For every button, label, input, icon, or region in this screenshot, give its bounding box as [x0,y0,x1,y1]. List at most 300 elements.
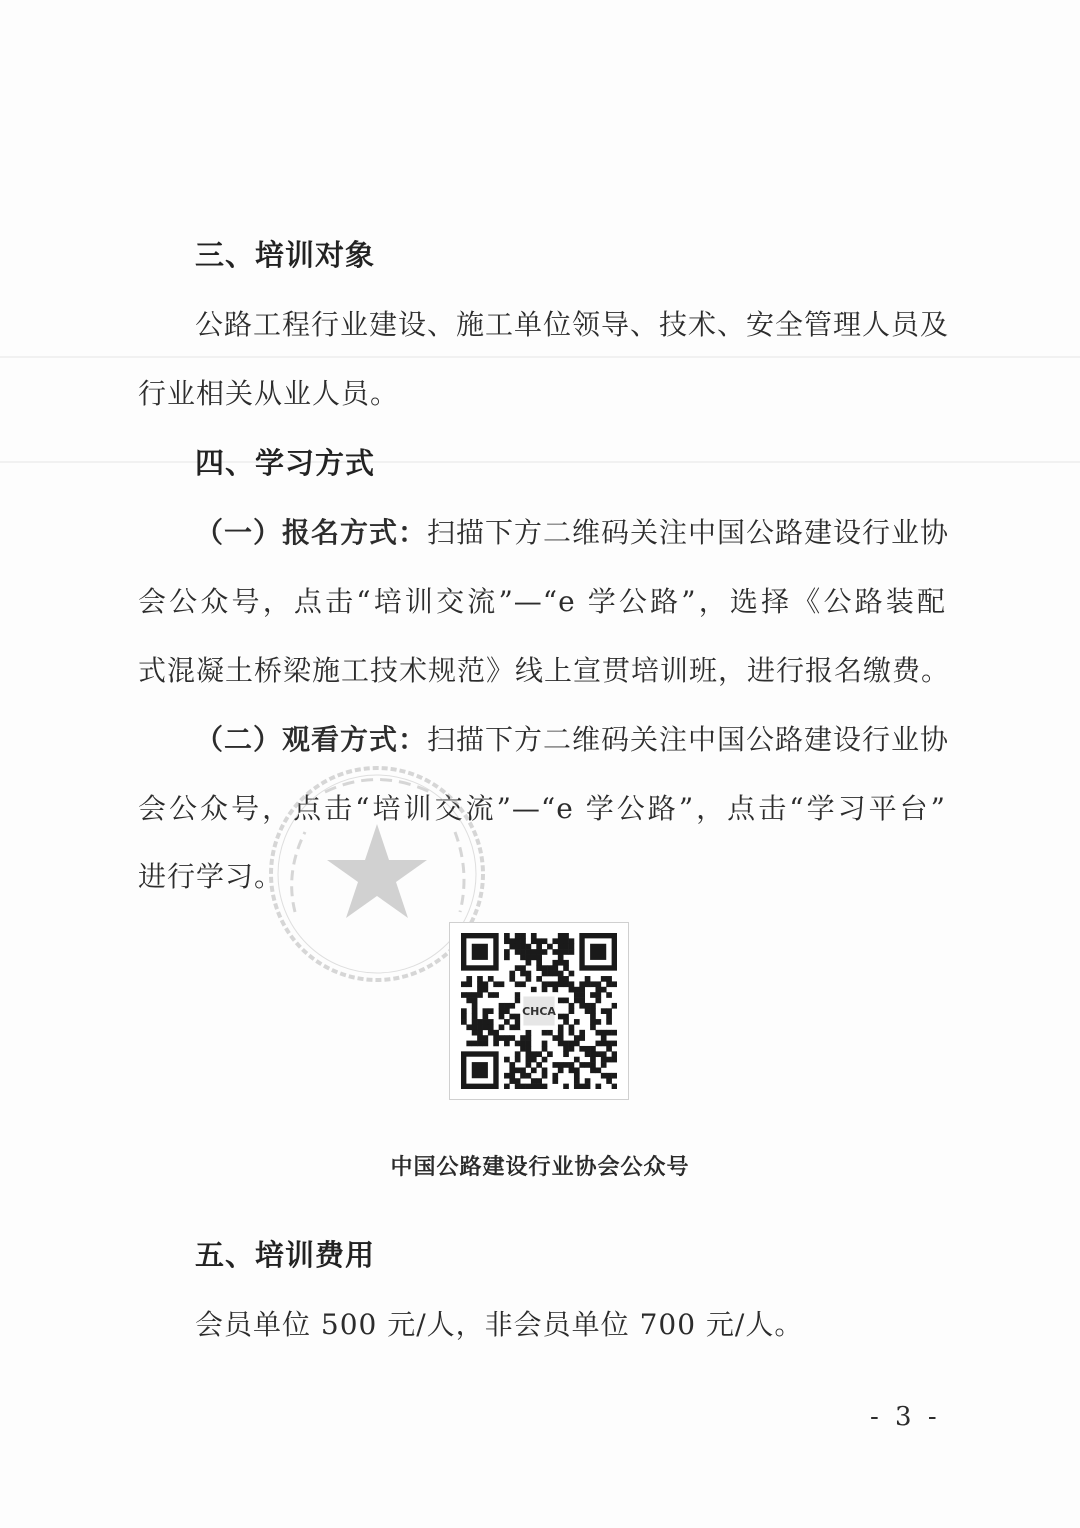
qr-module [558,933,564,939]
qr-module [558,981,564,987]
qr-module [520,1084,526,1089]
qr-module [563,998,569,1004]
qr-module [569,1046,575,1052]
qr-module [585,981,591,987]
qr-module [558,949,564,955]
qr-module [542,1046,548,1052]
qr-module [520,971,526,977]
section-3-line-1: 公路工程行业建设、施工单位领导、技术、安全管理人员及 [195,308,950,341]
qr-module [579,998,585,1004]
qr-module [601,976,607,982]
qr-module [547,944,553,950]
qr-module [585,1008,591,1014]
qr-module [595,992,601,998]
qr-module [531,1067,537,1073]
qr-module [569,1067,575,1073]
qr-module [493,981,499,987]
qr-module [472,1030,478,1036]
qr-module [606,1014,612,1020]
qr-module [542,981,548,987]
qr-module [477,992,483,998]
page-number: - 3 - [870,1402,941,1432]
watch-line-1 [195,718,949,758]
qr-module [477,1041,483,1047]
qr-module [526,1046,532,1052]
qr-module [547,965,553,971]
registration-text-1: 扫描下方二维码关注中国公路建设行业协 [427,516,950,549]
qr-module [563,1019,569,1025]
qr-module [520,933,526,939]
qr-module [601,1041,607,1047]
qr-module [585,1062,591,1068]
qr-code-frame [449,922,629,1100]
qr-module [579,1084,585,1089]
qr-module [483,1024,489,1030]
qr-module [515,1051,521,1057]
qr-module [536,976,542,982]
qr-module [499,981,505,987]
qr-module [536,1051,542,1057]
qr-module [574,987,580,993]
qr-module [552,1078,558,1084]
qr-module [542,1041,548,1047]
qr-module [531,1084,537,1089]
qr-module [499,1008,505,1014]
watch-line-3: 进行学习。 [138,860,284,893]
qr-module [579,1030,585,1036]
qr-module [590,1057,596,1063]
qr-module [536,944,542,950]
qr-module [612,1051,617,1057]
registration-line-3: 式混凝土桥梁施工技术规范》线上宣贯培训班，进行报名缴费。 [138,654,951,687]
qr-module [579,1062,585,1068]
qr-module [509,976,515,982]
section-4-heading: 四、学习方式 [195,446,376,480]
qr-module [585,1084,591,1089]
qr-module [509,938,515,944]
qr-module [536,1084,542,1089]
qr-module [515,938,521,944]
qr-module [569,1030,575,1036]
qr-module [504,955,510,961]
qr-module [536,960,542,966]
qr-module [585,1051,591,1057]
qr-finder-inner [590,944,606,960]
qr-module [542,965,548,971]
qr-module [606,1030,612,1036]
qr-module [509,1078,515,1084]
qr-module [461,1019,467,1025]
qr-module [547,981,553,987]
qr-module [563,1062,569,1068]
watch-text-1: 扫描下方二维码关注中国公路建设行业协 [427,723,950,756]
qr-module [472,1019,478,1025]
qr-module [483,1041,489,1047]
qr-finder-inner [472,1062,488,1078]
qr-module [547,1051,553,1057]
qr-module [574,998,580,1004]
qr-module [558,1014,564,1020]
qr-module [472,992,478,998]
qr-module [515,944,521,950]
qr-module [526,1084,532,1089]
qr-module [601,987,607,993]
qr-module [574,1067,580,1073]
qr-module [552,1073,558,1079]
qr-module [601,1035,607,1041]
qr-module [558,1030,564,1036]
qr-module [477,1035,483,1041]
qr-module [558,955,564,961]
qr-module [509,1062,515,1068]
qr-module [612,1057,617,1063]
qr-module [569,938,575,944]
qr-module [515,1057,521,1063]
qr-module [504,1019,510,1025]
qr-module [515,1041,521,1047]
qr-module [590,1067,596,1073]
qr-module [590,1046,596,1052]
qr-module [515,1014,521,1020]
qr-module [563,1014,569,1020]
qr-module [483,987,489,993]
qr-module [590,1008,596,1014]
qr-module [542,1073,548,1079]
qr-module [547,971,553,977]
qr-module [558,998,564,1004]
qr-module [526,1041,532,1047]
qr-module [526,976,532,982]
qr-module [542,987,548,993]
qr-module [520,1067,526,1073]
qr-module [461,981,467,987]
qr-module [515,992,521,998]
qr-module [531,938,537,944]
section-5-line-1: 会员单位 500 元/人，非会员单位 700 元/人。 [195,1308,804,1341]
qr-module [558,976,564,982]
qr-module [488,1030,494,1036]
qr-module [606,1078,612,1084]
qr-module [466,1024,472,1030]
qr-module [590,1024,596,1030]
qr-module [493,1041,499,1047]
qr-module [531,1057,537,1063]
qr-module [515,998,521,1004]
qr-module [606,1019,612,1025]
qr-module [585,1078,591,1084]
qr-module [606,981,612,987]
qr-module [526,944,532,950]
qr-module [499,1024,505,1030]
qr-module [536,965,542,971]
qr-module [542,949,548,955]
qr-module [515,965,521,971]
qr-module [504,933,510,939]
qr-module [515,1084,521,1089]
qr-module [574,1078,580,1084]
qr-module [536,938,542,944]
qr-module [526,960,532,966]
qr-module [569,971,575,977]
qr-module [542,1030,548,1036]
qr-module [520,955,526,961]
qr-module [472,1041,478,1047]
scan-artifact-line [0,461,1080,463]
qr-module [477,1024,483,1030]
qr-module [493,992,499,998]
qr-logo-text: CHCA [522,1004,556,1018]
qr-module [477,1019,483,1025]
qr-module [461,992,467,998]
qr-module [558,1041,564,1047]
qr-module [520,981,526,987]
qr-module [590,1003,596,1009]
qr-module [542,1067,548,1073]
qr-module [509,1035,515,1041]
qr-module [531,933,537,939]
qr-module [574,1073,580,1079]
qr-module [569,1024,575,1030]
qr-module [595,981,601,987]
qr-finder-inner [472,944,488,960]
qr-module [461,1014,467,1020]
qr-module [520,1046,526,1052]
qr-module [531,987,537,993]
qr-module [509,944,515,950]
qr-module [569,1008,575,1014]
qr-module [563,944,569,950]
qr-module [526,1062,532,1068]
qr-module [612,1003,617,1009]
qr-module [504,949,510,955]
qr-module [547,1030,553,1036]
qr-module [574,992,580,998]
qr-module [515,981,521,987]
qr-module [606,1057,612,1063]
qr-module [536,1062,542,1068]
qr-module [569,1062,575,1068]
qr-module [579,981,585,987]
qr-module [558,1062,564,1068]
qr-module [483,1008,489,1014]
qr-module [606,976,612,982]
qr-module [520,1073,526,1079]
qr-module [606,992,612,998]
qr-module [504,1041,510,1047]
qr-module [466,992,472,998]
qr-module [563,1051,569,1057]
qr-module [601,1030,607,1036]
qr-module [504,1035,510,1041]
qr-module [563,949,569,955]
qr-module [558,960,564,966]
qr-module [483,1035,489,1041]
qr-module [563,1046,569,1052]
qr-module [477,976,483,982]
qr-module [477,987,483,993]
qr-module [590,1014,596,1020]
qr-module [499,1003,505,1009]
qr-module [542,938,548,944]
qr-module [552,960,558,966]
qr-module [579,1003,585,1009]
qr-module [569,944,575,950]
qr-module [595,1041,601,1047]
qr-module [612,1030,617,1036]
qr-module [590,992,596,998]
qr-module [552,1035,558,1041]
qr-module [574,1019,580,1025]
qr-module [515,949,521,955]
qr-module [558,1024,564,1030]
qr-module [461,1008,467,1014]
qr-module [552,981,558,987]
scan-artifact-line [0,356,1080,358]
qr-module [612,1073,617,1079]
qr-module [569,981,575,987]
qr-module [488,1019,494,1025]
qr-module [563,976,569,982]
qr-module [515,1067,521,1073]
qr-module [558,1035,564,1041]
qr-module [595,987,601,993]
qr-module [563,960,569,966]
qr-module [590,981,596,987]
qr-module [531,955,537,961]
qr-module [509,971,515,977]
qr-module [601,1057,607,1063]
qr-module [488,992,494,998]
seal-star-icon [327,824,427,918]
qr-module [472,998,478,1004]
qr-module [504,1003,510,1009]
qr-module [509,1003,515,1009]
qr-module [542,1084,548,1089]
qr-module [466,1041,472,1047]
qr-module [472,1008,478,1014]
qr-module [563,938,569,944]
qr-module [574,1057,580,1063]
qr-module [542,971,548,977]
qr-module [520,938,526,944]
qr-module [531,1078,537,1084]
qr-module [504,1057,510,1063]
qr-module [526,1035,532,1041]
qr-module [472,1024,478,1030]
qr-module [595,1030,601,1036]
qr-module [579,992,585,998]
registration-lead: （一）报名方式： [195,516,428,549]
qr-module [601,1062,607,1068]
qr-module [466,976,472,982]
qr-module [585,976,591,982]
qr-module [606,1041,612,1047]
qr-module [504,938,510,944]
qr-module [595,998,601,1004]
qr-module [558,944,564,950]
qr-module [499,1014,505,1020]
qr-module [612,1041,617,1047]
qr-module [504,1008,510,1014]
qr-module [477,1030,483,1036]
qr-module [472,1014,478,1020]
qr-module [483,1019,489,1025]
qr-module [595,1084,601,1089]
qr-module [601,1051,607,1057]
qr-module [563,1041,569,1047]
qr-module [606,1008,612,1014]
qr-module [563,933,569,939]
qr-module [552,987,558,993]
qr-module [526,1030,532,1036]
qr-module [563,981,569,987]
qr-caption: 中国公路建设行业协会公众号 [390,1155,690,1180]
qr-module [574,1084,580,1089]
qr-module [552,971,558,977]
qr-module [552,949,558,955]
qr-module [590,1019,596,1025]
qr-module [509,1073,515,1079]
qr-module [504,1084,510,1089]
registration-line-2: 会公众号，点击“培训交流”—“e 学公路”，选择《公路装配 [138,585,946,618]
qr-module [601,1073,607,1079]
qr-module [563,1084,569,1089]
qr-module [483,981,489,987]
qr-code[interactable] [461,933,617,1089]
qr-module [590,1051,596,1057]
qr-module [585,1046,591,1052]
qr-module [472,1003,478,1009]
qr-module [595,1019,601,1025]
qr-module [569,987,575,993]
qr-module [526,955,532,961]
qr-module [585,1003,591,1009]
qr-module [536,949,542,955]
qr-module [569,1003,575,1009]
qr-module [509,1067,515,1073]
qr-module [531,949,537,955]
qr-module [515,1019,521,1025]
qr-module [579,1046,585,1052]
qr-module [493,1030,499,1036]
qr-module [520,1035,526,1041]
qr-module [483,1014,489,1020]
qr-module [601,1008,607,1014]
qr-module [526,971,532,977]
qr-module [531,1051,537,1057]
watch-line-2: 会公众号，点击“培训交流”—“e 学公路”，点击“学习平台” [138,792,946,825]
qr-module [515,1024,521,1030]
qr-module [509,1024,515,1030]
qr-module [526,1073,532,1079]
section-3-heading: 三、培训对象 [195,238,376,272]
qr-module [526,949,532,955]
qr-module [466,981,472,987]
qr-module [499,1035,505,1041]
watch-lead: （二）观看方式： [195,723,428,756]
qr-module [606,1073,612,1079]
qr-module [542,1057,548,1063]
qr-module [558,971,564,977]
qr-module [552,965,558,971]
qr-module [504,1073,510,1079]
qr-module [488,1008,494,1014]
qr-module [595,1051,601,1057]
qr-module [520,944,526,950]
qr-module [466,998,472,1004]
qr-module [520,949,526,955]
qr-module [488,976,494,982]
